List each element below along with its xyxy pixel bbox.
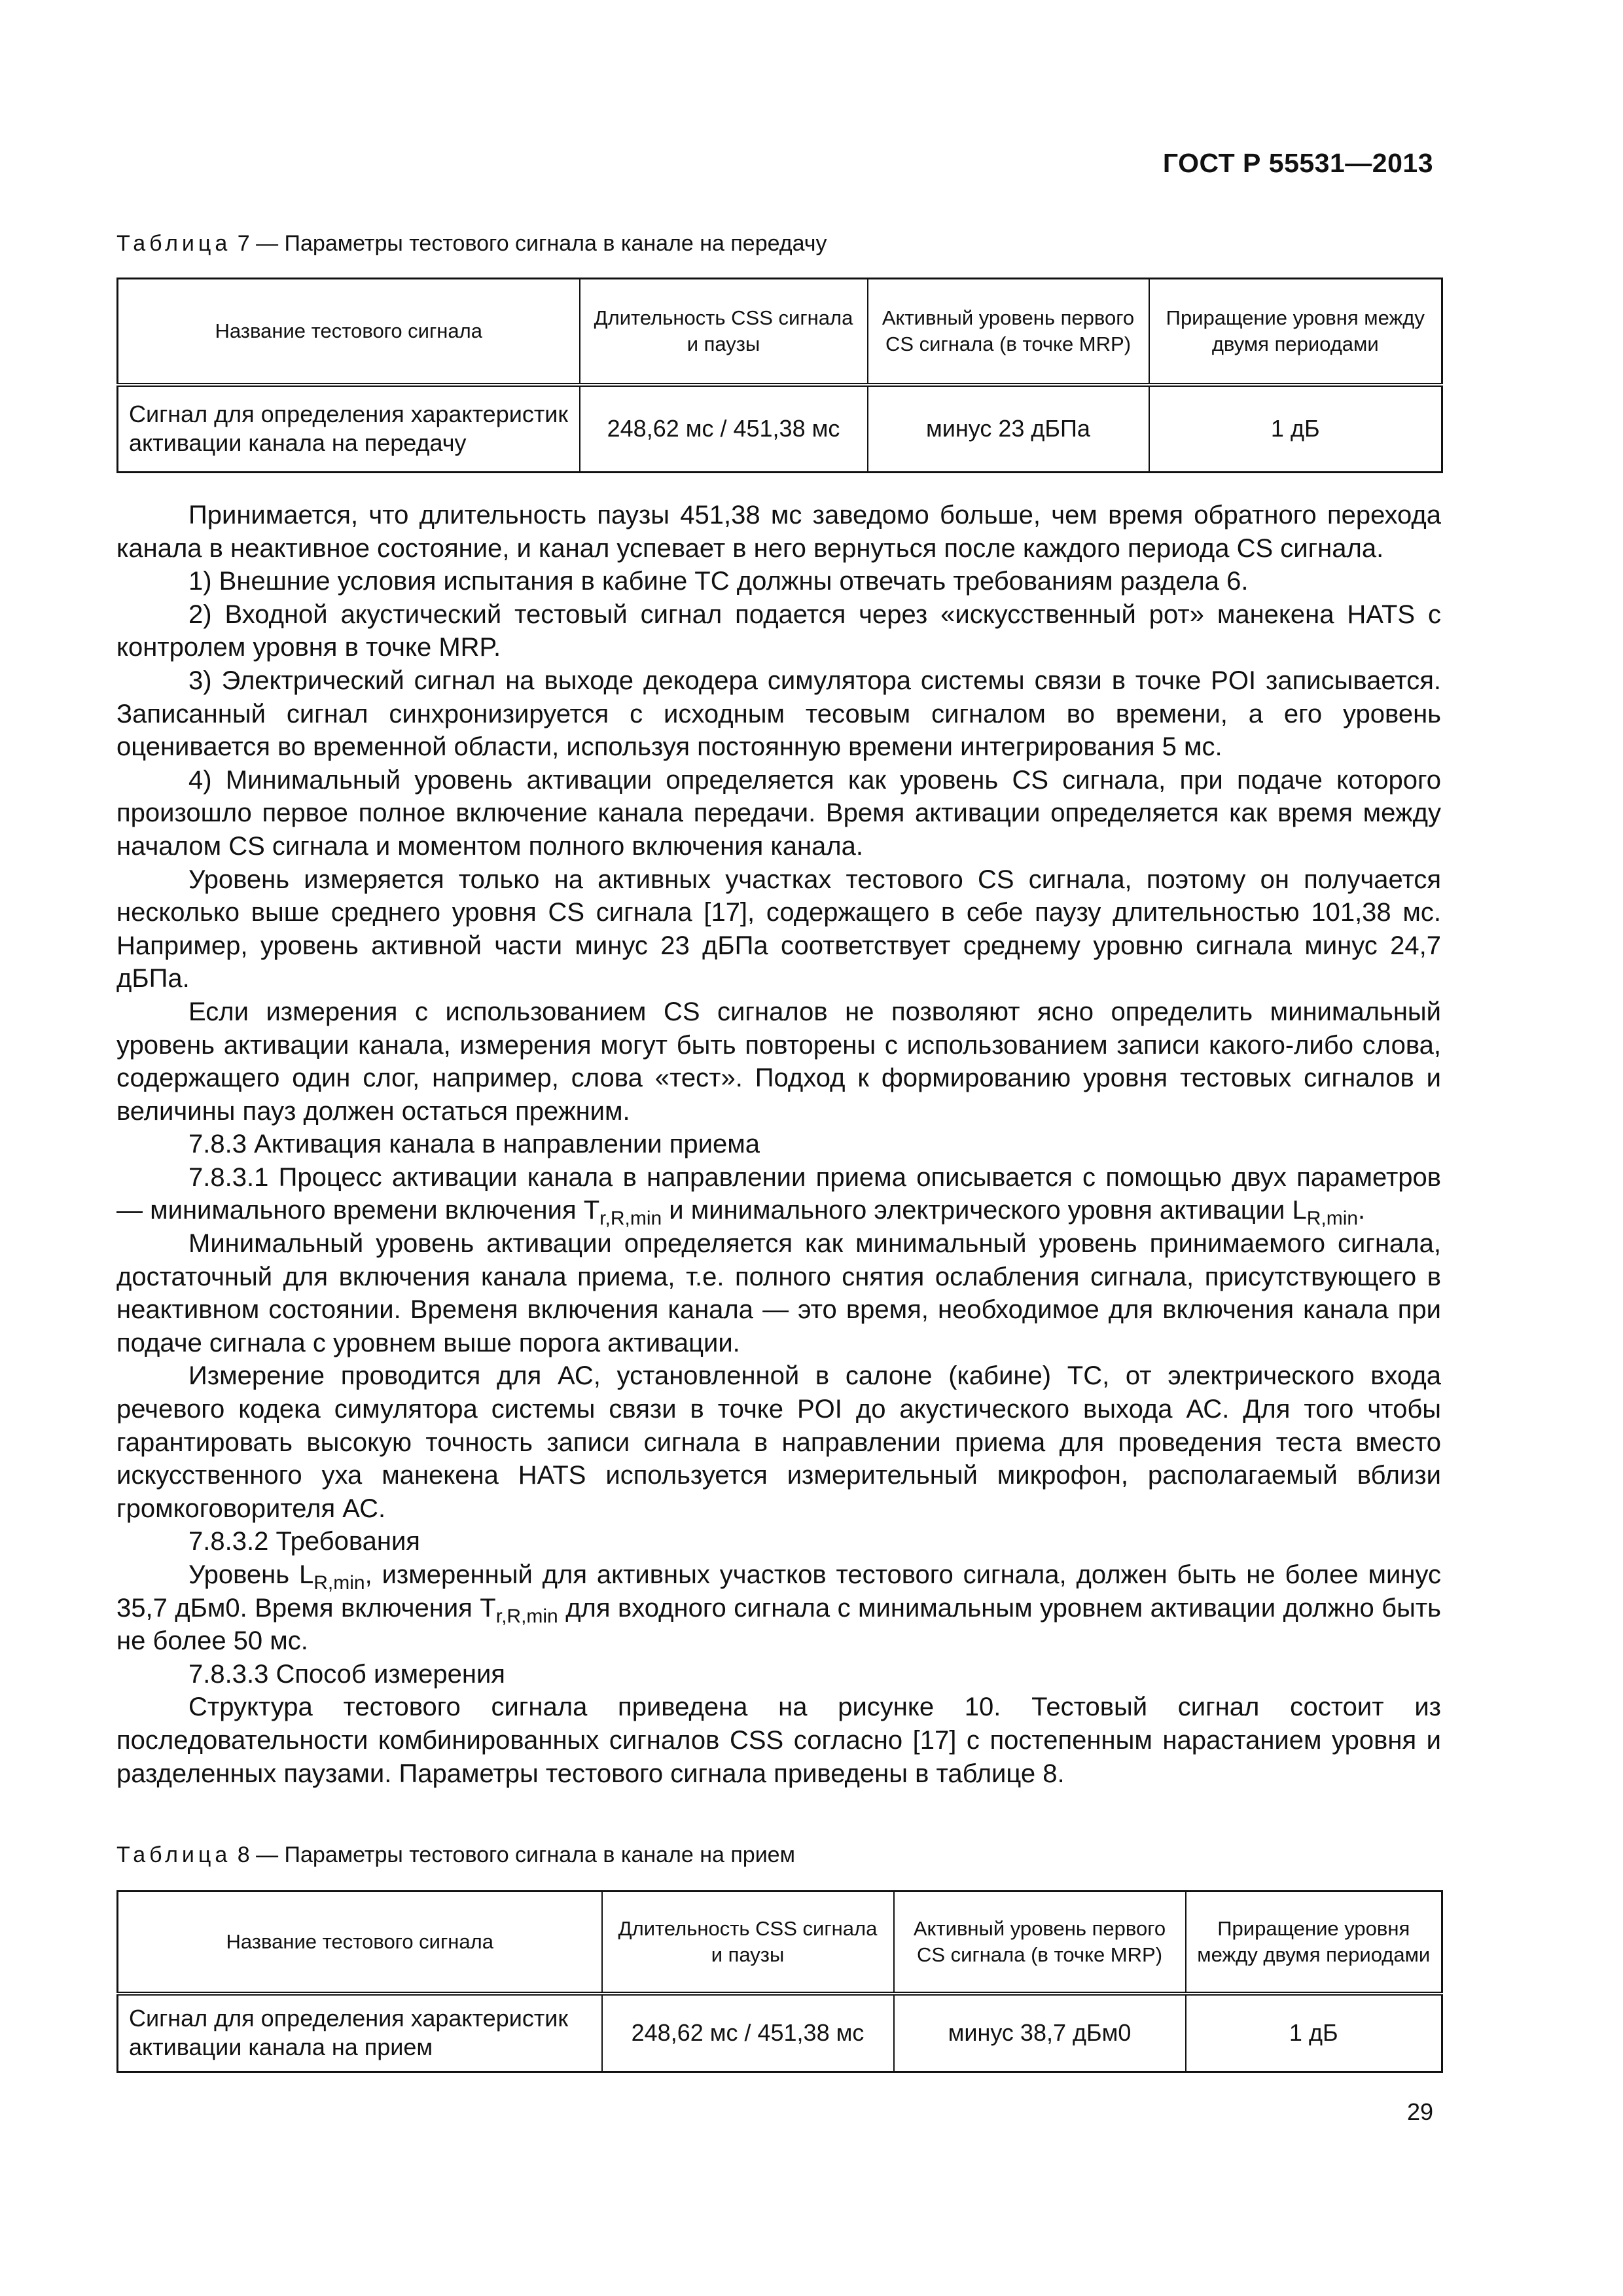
section-heading: 7.8.3.2 Требования [188,1527,420,1556]
paragraph: 4) Минимальный уровень активации определяется как уровень CS сигнала, при подаче которого произошло первое полное включение канала передачи. Время активации определяется как время между началом CS сигнала и моментом полного включения канала. [116,765,1441,861]
document-code: ГОСТ Р 55531—2013 [1162,148,1433,178]
paragraph [116,1161,1441,1230]
section-heading: 7.8.3 Активация канала в направлении приема [188,1130,760,1159]
text-span: 7.8.3.1 Процесс активации канала в направлении приема описывается с помощью двух параметров — минимального времени включения T [116,1162,1441,1225]
table7-caption [116,229,827,258]
paragraph: Если измерения с использованием CS сигналов не позволяют ясно определить минимальный уровень активации канала, измерения могут быть повторены с использованием записи какого-либо слова, содержащего один слог, например, слова «тест». Подход к формированию уровня тестовых сигналов и величины пауз должен остаться прежним. [116,997,1441,1126]
table8-header-duration: Длительность CSS сигнала и паузы [602,1892,894,1994]
table7-header-duration: Длительность CSS сигнала и паузы [580,279,868,385]
paragraph: Измерение проводится для АС, установленной в салоне (кабине) ТС, от электрического входа речевого кодека симулятора системы связи в точке POI до акустического выхода АС. Для того чтобы гарантировать высокую точность записи сигнала в направлении приема для проведения теста вместо искусственного уха манекена HATS используется измерительный микрофон, располагаемый вблизи громкоговорителя АС. [116,1361,1441,1523]
subscript: r,R,min [599,1208,662,1230]
paragraph: Минимальный уровень активации определяется как минимальный уровень принимаемого сигнала, достаточный для включения канала приема, т.е. полного снятия ослабления сигнала, присутствующего в неактивном состоянии. Временя включения канала — это время, необходимое для включения канала при подаче сигнала с уровнем выше порога активации. [116,1229,1441,1357]
table-row [118,1994,1442,2072]
table-row [118,385,1442,473]
table8-cell-name: Сигнал для определения характеристик активации канала на прием [118,1994,602,2072]
table8-caption-text: 8 — Параметры тестового сигнала в канале на прием [231,1842,795,1867]
table7-cell-level: минус 23 дБПа [868,385,1149,473]
table7-header-level: Активный уровень первого CS сигнала (в точке MRP) [868,279,1149,385]
subscript: r,R,min [495,1605,558,1627]
table7-header-row [118,279,1442,385]
paragraph: Принимается, что длительность паузы 451,38 мс заведомо больше, чем время обратного перехода канала в неактивное состояние, и канал успевает в него вернуться после каждого периода CS сигнала. [116,501,1441,563]
paragraph: Уровень измеряется только на активных участках тестового CS сигнала, поэтому он получается несколько выше среднего уровня CS сигнала [17], содержащего в себе паузу длительностью 101,38 мс. Например, уровень активной части минус 23 дБПа соответствует среднему уровню сигнала минус 24,7 дБПа. [116,865,1441,994]
paragraph: 2) Входной акустический тестовый сигнал подается через «искусственный рот» манекена HATS с контролем уровня в точке MRP. [116,600,1441,662]
table7-header-increment: Приращение уровня между двумя периодами [1149,279,1442,385]
text-span: . [1358,1196,1366,1225]
table7-cell-duration: 248,62 мс / 451,38 мс [580,385,868,473]
table7-header-name: Название тестового сигнала [118,279,580,385]
body-text [116,499,1441,1790]
table8-header-name: Название тестового сигнала [118,1892,602,1994]
subscript: R,min [1306,1208,1359,1230]
subscript: R,min [313,1572,365,1594]
paragraph: Структура тестового сигнала приведена на рисунке 10. Тестовый сигнал состоит из последовательности комбинированных сигналов CSS согласно [17] с постепенным нарастанием уровня и разделенных паузами. Параметры тестового сигнала приведены в таблице 8. [116,1693,1441,1788]
table7 [116,278,1443,473]
table7-cell-increment: 1 дБ [1149,385,1442,473]
table8-header-row [118,1892,1442,1994]
paragraph: 3) Электрический сигнал на выходе декодера симулятора системы связи в точке POI записывается. Записанный сигнал синхронизируется с исходным тесовым сигналом во времени, а его уровень оценивается во временной области, используя постоянную времени интегрирования 5 мс. [116,666,1441,762]
paragraph: 1) Внешние условия испытания в кабине ТС должны отвечать требованиям раздела 6. [188,567,1249,596]
paragraph [116,1558,1441,1658]
table7-caption-prefix: Таблица [116,231,232,256]
text-span: и минимального электрического уровня активации L [662,1196,1307,1225]
table8 [116,1890,1443,2073]
table8-caption [116,1840,795,1869]
table8-cell-level: минус 38,7 дБм0 [894,1994,1186,2072]
page-number: 29 [1406,2098,1433,2125]
table8-cell-increment: 1 дБ [1186,1994,1442,2072]
table8-header-increment: Приращение уровня между двумя периодами [1186,1892,1442,1994]
table8-caption-prefix: Таблица [116,1842,232,1867]
table8-cell-duration: 248,62 мс / 451,38 мс [602,1994,894,2072]
table7-cell-name: Сигнал для определения характеристик активации канала на передачу [118,385,580,473]
table7-caption-text: 7 — Параметры тестового сигнала в канале на передачу [231,231,827,256]
text-span: Уровень L [188,1560,314,1589]
text-span: для входного сигнала с минимальным уровнем активации должно быть не более 50 мс. [116,1593,1441,1656]
section-heading: 7.8.3.3 Способ измерения [188,1659,505,1689]
table8-header-level: Активный уровень первого CS сигнала (в точке MRP) [894,1892,1186,1994]
text-span: , измеренный для активных участков тестового сигнала, должен быть не более минус 35,7 дБм0. Время включения T [116,1560,1441,1623]
